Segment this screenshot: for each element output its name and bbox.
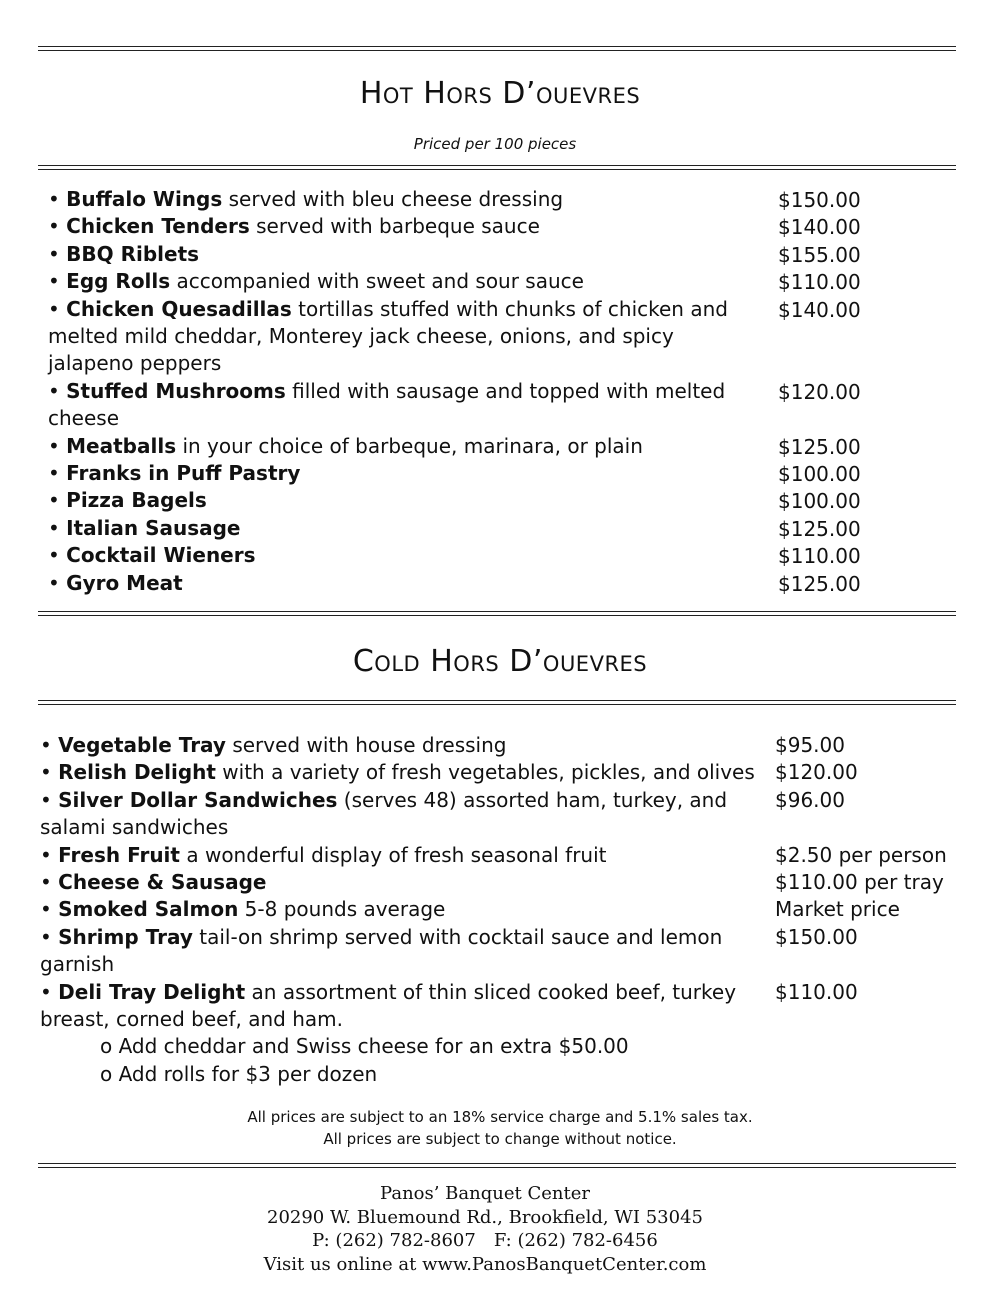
list-item: • Vegetable Tray served with house dressing $95.00 [40, 732, 960, 759]
list-item: • Buffalo Wings served with bleu cheese dressing $150.00 [48, 186, 738, 213]
item-price: $150.00 [775, 924, 858, 949]
list-item: • Franks in Puff Pastry $100.00 [48, 460, 738, 487]
cold-section-title: Cold Hors D’ouevres [352, 644, 648, 679]
list-item: • Pizza Bagels $100.00 [48, 487, 738, 514]
item-price: $125.00 [778, 434, 861, 459]
list-item: • Deli Tray Delight an assortment of thin sliced cooked beef, turkey breast, corned beef, and ham. $110.00 [40, 979, 858, 1032]
fax-number: F: (262) 782-6456 [493, 1230, 658, 1251]
list-item: • Relish Delight with a variety of fresh vegetables, pickles, and olives $120.00 [40, 759, 960, 786]
addon-item: o Add rolls for $3 per dozen [100, 1061, 378, 1086]
item-price: $120.00 [775, 760, 858, 785]
price-change-note: All prices are subject to change without notice. [323, 1130, 677, 1148]
list-item: • Fresh Fruit a wonderful display of fresh seasonal fruit $2.50 per person [40, 842, 960, 869]
top-divider [38, 46, 956, 51]
list-item: • Smoked Salmon 5-8 pounds average Market price [40, 896, 960, 923]
list-item: • Egg Rolls accompanied with sweet and sour sauce $110.00 [48, 268, 738, 295]
item-price: $2.50 per person [775, 842, 947, 867]
hot-footer-divider [38, 611, 956, 616]
phone-number: P: (262) 782-8607 [312, 1230, 476, 1251]
hot-section-subtitle: Priced per 100 pieces [413, 135, 577, 153]
contact-footer [0, 1182, 970, 1276]
item-price: $125.00 [778, 571, 861, 596]
item-price: $110.00 per tray [775, 870, 944, 895]
list-item: • Shrimp Tray tail-on shrimp served with cocktail sauce and lemon garnish $150.00 [40, 924, 858, 977]
item-price: $125.00 [778, 516, 861, 541]
list-item: • BBQ Riblets $155.00 [48, 241, 738, 268]
list-item: • Meatballs in your choice of barbeque, marinara, or plain $125.00 [48, 433, 738, 460]
addon-item: o Add cheddar and Swiss cheese for an extra $50.00 [100, 1034, 629, 1059]
list-item: • Italian Sausage $125.00 [48, 515, 738, 542]
list-item: • Cocktail Wieners $110.00 [48, 542, 738, 569]
list-item: • Chicken Quesadillas tortillas stuffed with chunks of chicken and melted mild cheddar, Monterey jack cheese, onions, and spicy jalapeno peppers $140.00 [48, 296, 861, 376]
pricing-notes [0, 1106, 1000, 1150]
list-item: • Chicken Tenders served with barbeque sauce $140.00 [48, 213, 738, 240]
item-price: Market price [775, 897, 900, 922]
website-line[interactable]: Visit us online at www.PanosBanquetCenter.com [263, 1253, 707, 1275]
item-price: $120.00 [778, 379, 861, 404]
cold-header-divider [38, 700, 956, 705]
item-price: $140.00 [778, 297, 861, 322]
item-price: $140.00 [778, 215, 861, 240]
phone-fax-line [0, 1229, 970, 1253]
list-item: • Stuffed Mushrooms filled with sausage and topped with melted cheese $120.00 [48, 378, 861, 431]
item-price: $100.00 [778, 489, 861, 514]
service-charge-note: All prices are subject to an 18% service charge and 5.1% sales tax. [247, 1108, 753, 1126]
business-name: Panos’ Banquet Center [380, 1183, 590, 1204]
list-item: • Silver Dollar Sandwiches (serves 48) assorted ham, turkey, and salami sandwiches $96.00 [40, 787, 845, 840]
hot-items-list [48, 186, 908, 597]
item-price: $155.00 [778, 242, 861, 267]
item-price: $150.00 [778, 188, 861, 212]
cold-items-list [40, 732, 960, 1088]
hot-header-divider [38, 165, 956, 170]
item-price: $100.00 [778, 462, 861, 487]
list-item: • Gyro Meat $125.00 [48, 570, 738, 597]
item-price: $110.00 [775, 979, 858, 1004]
list-item: • Cheese & Sausage $110.00 per tray [40, 869, 960, 896]
item-price: $110.00 [778, 270, 861, 295]
item-price: $96.00 [775, 787, 845, 812]
business-address: 20290 W. Bluemound Rd., Brookfield, WI 53045 [267, 1206, 703, 1228]
hot-section-title: Hot Hors D’ouevres [359, 76, 641, 111]
item-price: $110.00 [778, 544, 861, 569]
footer-divider [38, 1163, 956, 1168]
item-price: $95.00 [775, 733, 845, 757]
